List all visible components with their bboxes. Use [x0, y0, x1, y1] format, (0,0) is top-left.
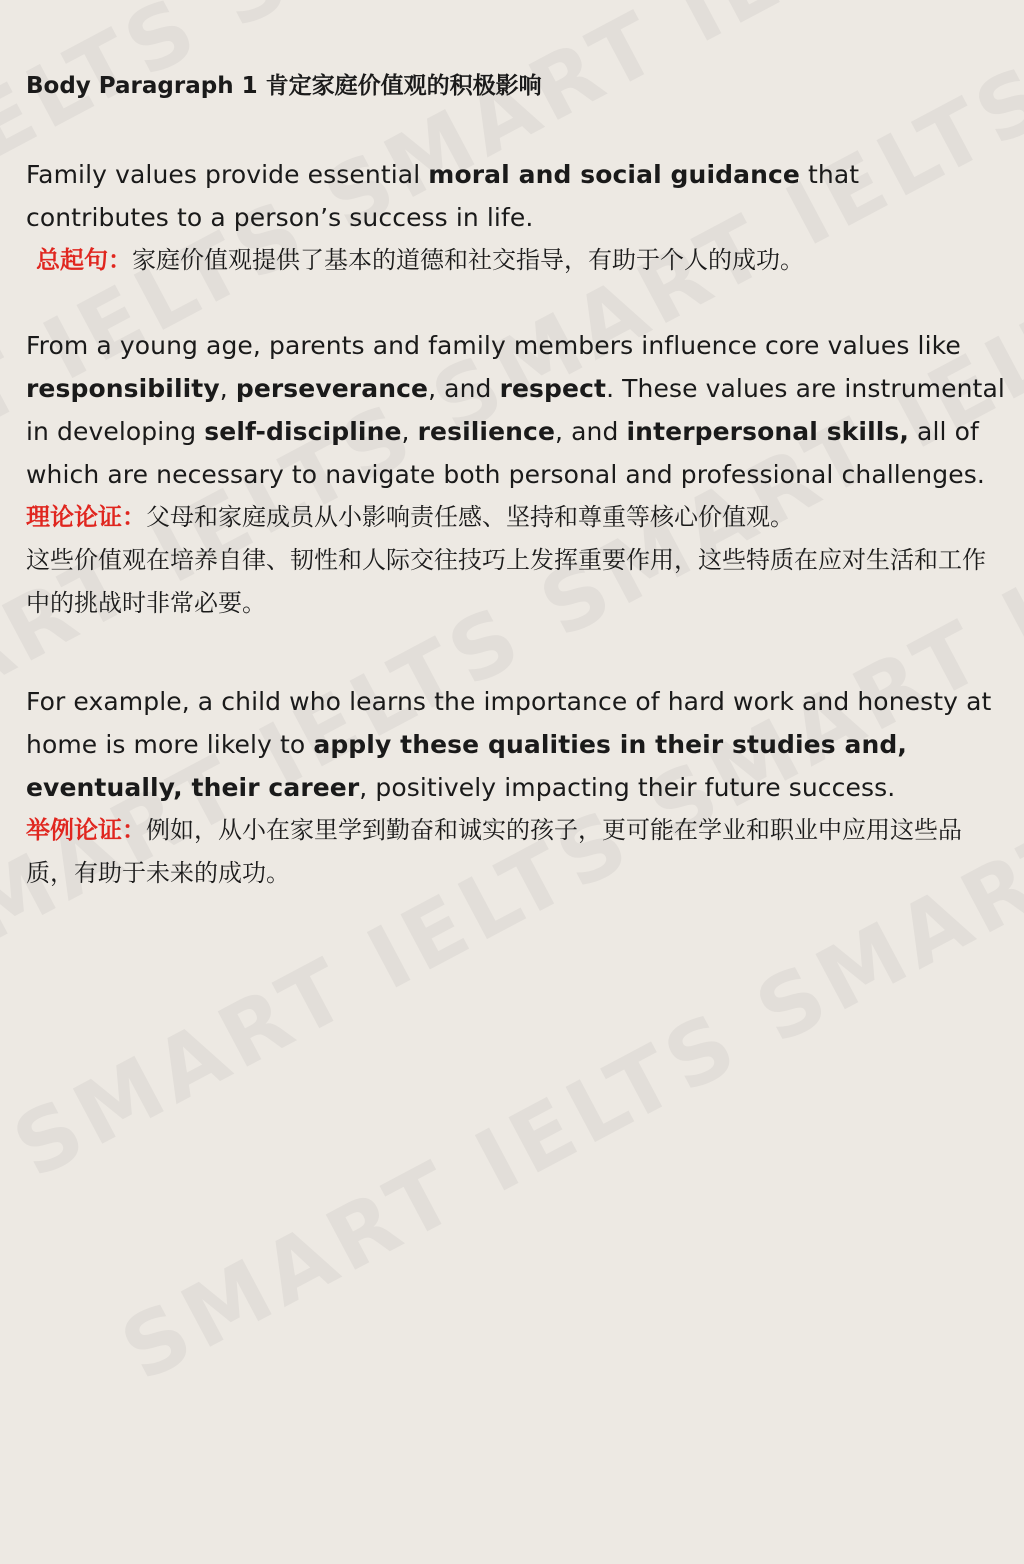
chinese-text: [26, 496, 1006, 539]
text-run: that contributes to a person’s success in life.: [26, 160, 860, 232]
bold-phrase: moral and social guidance: [428, 160, 800, 189]
text-run: ,: [219, 374, 236, 403]
paragraph-topic-sentence: [26, 153, 1006, 282]
chinese-translation: 家庭价值观提供了基本的道德和社交指导，有助于个人的成功。: [132, 246, 804, 274]
bold-phrase: self-discipline: [204, 417, 402, 446]
text-run: , and: [428, 374, 500, 403]
document-body: [26, 66, 1006, 895]
chinese-text-continued: 这些价值观在培养自律、韧性和人际交往技巧上发挥重要作用，这些特质在应对生活和工作中的挑战时非常必要。: [26, 546, 986, 617]
chinese-text: [26, 809, 1006, 895]
text-run: all of which are necessary to navigate both personal and professional challenges.: [26, 417, 985, 489]
english-text: [26, 153, 1006, 239]
chinese-text: [26, 239, 1006, 282]
chinese-translation: 父母和家庭成员从小影响责任感、坚持和尊重等核心价值观。: [146, 503, 794, 531]
bold-phrase: resilience: [417, 417, 556, 446]
english-text: [26, 324, 1006, 496]
label-topic-sentence: 总起句：: [36, 246, 132, 274]
paragraph-theory: [26, 324, 1006, 625]
label-example: 举例论证：: [26, 816, 146, 844]
bold-phrase: responsibility: [26, 374, 220, 403]
paragraph-example: [26, 680, 1006, 895]
bold-phrase: respect: [499, 374, 607, 403]
bold-phrase: interpersonal skills,: [626, 417, 909, 446]
chinese-translation: 例如，从小在家里学到勤奋和诚实的孩子，更可能在学业和职业中应用这些品质，有助于未来的成功。: [26, 816, 962, 887]
text-run: Family values provide essential: [26, 160, 429, 189]
text-run: , positively impacting their future success.: [359, 773, 896, 802]
page-title: Body Paragraph 1 肯定家庭价值观的积极影响: [26, 73, 542, 99]
text-run: . These values are instrumental in developing: [26, 374, 1005, 446]
english-text: [26, 680, 1006, 809]
bold-phrase: apply these qualities in their studies and, eventually, their career: [26, 730, 907, 802]
text-run: ,: [401, 417, 418, 446]
text-run: For example, a child who learns the importance of hard work and honesty at home is more likely to: [26, 687, 992, 759]
text-run: , and: [555, 417, 627, 446]
label-theory: 理论论证：: [26, 503, 146, 531]
text-run: From a young age, parents and family members influence core values like: [26, 331, 961, 360]
bold-phrase: perseverance: [235, 374, 429, 403]
